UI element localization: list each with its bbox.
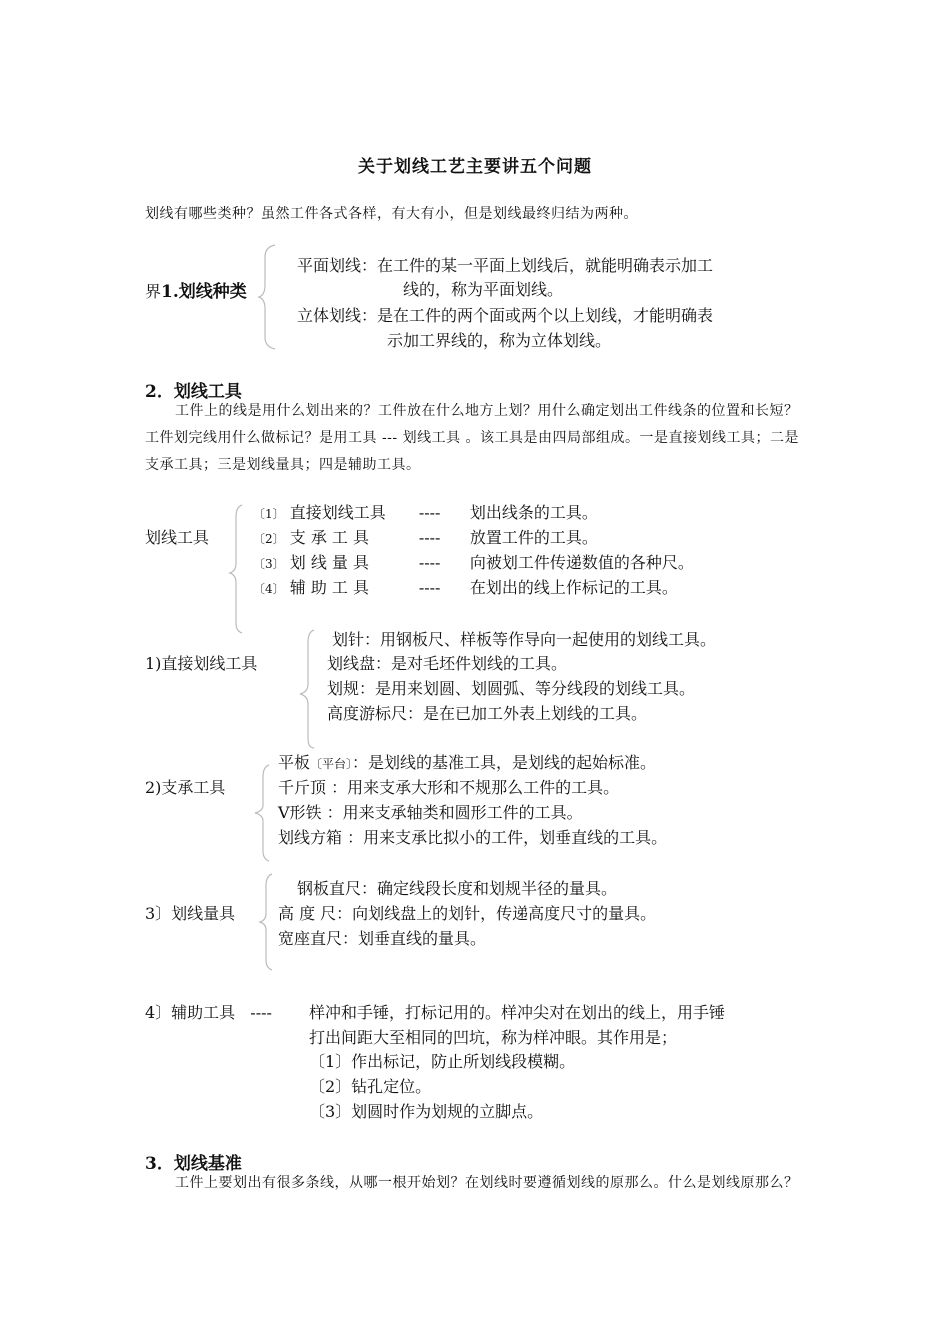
document-title: 关于划线工艺主要讲五个问题 bbox=[358, 157, 592, 177]
tool-row-4 bbox=[253, 575, 678, 598]
aux-use-2: 〔2〕钻孔定位。 bbox=[309, 1077, 432, 1096]
aux-tools-dash: ---- bbox=[250, 1003, 272, 1022]
section1-brace bbox=[257, 243, 281, 351]
tool-dash: ---- bbox=[418, 578, 441, 597]
tool-num: 〔3〕 bbox=[253, 557, 285, 571]
support-tools-label: 2)支承工具 bbox=[145, 778, 226, 797]
tool-desc: 划出线条的工具。 bbox=[469, 503, 598, 522]
tool-row-1 bbox=[253, 500, 598, 523]
support-item-box: 划线方箱 ：用来支承比拟小的工件，划垂直线的工具。 bbox=[278, 828, 668, 847]
direct-item-scriber: 划针：用钢板尺、样板等作导向一起使用的划线工具。 bbox=[332, 630, 717, 649]
tool-desc: 在划出的线上作标记的工具。 bbox=[469, 578, 678, 597]
tool-desc: 向被划工件传递数值的各种尺。 bbox=[469, 553, 694, 572]
tool-name: 划 线 量 具 bbox=[289, 553, 369, 572]
measure-item-height-rule: 高 度 尺：向划线盘上的划针，传递高度尺寸的量具。 bbox=[278, 904, 657, 923]
tool-name: 直接划线工具 bbox=[289, 503, 386, 522]
measure-item-steel-rule: 钢板直尺：确定线段长度和划规半径的量具。 bbox=[297, 879, 618, 898]
section2-heading: 2．划线工具 bbox=[145, 382, 242, 402]
tool-num: 〔4〕 bbox=[253, 582, 285, 596]
aux-use-3: 〔3〕划圆时作为划规的立脚点。 bbox=[309, 1102, 544, 1121]
aux-tools-row bbox=[145, 1000, 272, 1023]
section1-label bbox=[145, 277, 247, 302]
direct-item-height-gauge: 高度游标尺：是在已加工外表上划线的工具。 bbox=[327, 704, 648, 723]
support-item-v-block: V形铁 ：用来支承轴类和圆形工件的工具。 bbox=[278, 803, 583, 822]
support-item-plate-main: 平板 bbox=[278, 753, 311, 772]
support-item-jack: 千斤顶 ：用来支承大形和不规那么工件的工具。 bbox=[278, 778, 620, 797]
direct-item-surface-gauge: 划线盘：是对毛坯件划线的工具。 bbox=[327, 654, 568, 673]
section1-label-bold: 1.划线种类 bbox=[161, 282, 247, 302]
tool-row-3 bbox=[253, 550, 694, 573]
section3-paragraph: 工件上要划出有很多条线，从哪一根开始划？在划线时要遵循划线的原那么。什么是划线原那么？ bbox=[175, 1175, 799, 1191]
tool-name: 支 承 工 具 bbox=[289, 528, 369, 547]
aux-text-1: 样冲和手锤，打标记用的。样冲尖对在划出的线上，用手锤 bbox=[309, 1003, 726, 1022]
direct-item-divider: 划规：是用来划圆、划圆弧、等分线段的划线工具。 bbox=[327, 679, 696, 698]
tools-brace bbox=[228, 503, 248, 635]
tool-dash: ---- bbox=[418, 503, 441, 522]
tool-name: 辅 助 工 具 bbox=[289, 578, 369, 597]
aux-text-2: 打出间距大至相同的凹坑，称为样冲眼。其作用是； bbox=[309, 1028, 678, 1047]
support-item-plate-rest: ：是划线的基准工具，是划线的起始标准。 bbox=[352, 753, 657, 772]
tools-label: 划线工具 bbox=[145, 528, 210, 547]
tool-num: 〔1〕 bbox=[253, 507, 285, 521]
flat-line-text-1: 平面划线：在工件的某一平面上划线后，就能明确表示加工 bbox=[297, 256, 714, 275]
direct-tools-label: 1)直接划线工具 bbox=[145, 654, 258, 673]
support-item-plate bbox=[278, 750, 656, 773]
tool-num: 〔2〕 bbox=[253, 532, 285, 546]
aux-tools-label: 4〕辅助工具 bbox=[145, 1003, 236, 1022]
flat-line-text-2: 线的，称为平面划线。 bbox=[403, 280, 564, 299]
solid-line-text-2: 示加工界线的，称为立体划线。 bbox=[387, 331, 612, 350]
support-item-plate-note: 〔平台〕 bbox=[310, 757, 353, 771]
measure-tools-brace bbox=[258, 872, 278, 974]
tool-row-2 bbox=[253, 525, 598, 548]
direct-tools-brace bbox=[298, 628, 320, 750]
measure-tools-label: 3〕划线量具 bbox=[145, 904, 236, 923]
section3-heading: 3．划线基准 bbox=[145, 1154, 242, 1174]
tool-dash: ---- bbox=[418, 528, 441, 547]
tool-dash: ---- bbox=[418, 553, 441, 572]
aux-use-1: 〔1〕作出标记，防止所划线段模糊。 bbox=[309, 1052, 576, 1071]
solid-line-text-1: 立体划线：是在工件的两个面或两个以上划线，才能明确表 bbox=[297, 306, 714, 325]
measure-item-square: 宽座直尺：划垂直线的量具。 bbox=[278, 929, 487, 948]
section1-label-prefix: 界 bbox=[145, 282, 162, 301]
support-tools-brace bbox=[253, 763, 275, 863]
section2-paragraph: 工件上的线是用什么划出来的？工件放在什么地方上划？用什么确定划出工件线条的位置和长短？工件划完线用什么做标记？是用工具 --- 划线工具 。该工具是由四局部组成。一是直接划线工具；二是支承工具；三是划线量具；四是辅助工具。 bbox=[145, 403, 800, 473]
tool-desc: 放置工件的工具。 bbox=[469, 528, 598, 547]
intro-text: 划线有哪些类种？虽然工件各式各样，有大有小，但是划线最终归结为两种。 bbox=[145, 206, 638, 222]
